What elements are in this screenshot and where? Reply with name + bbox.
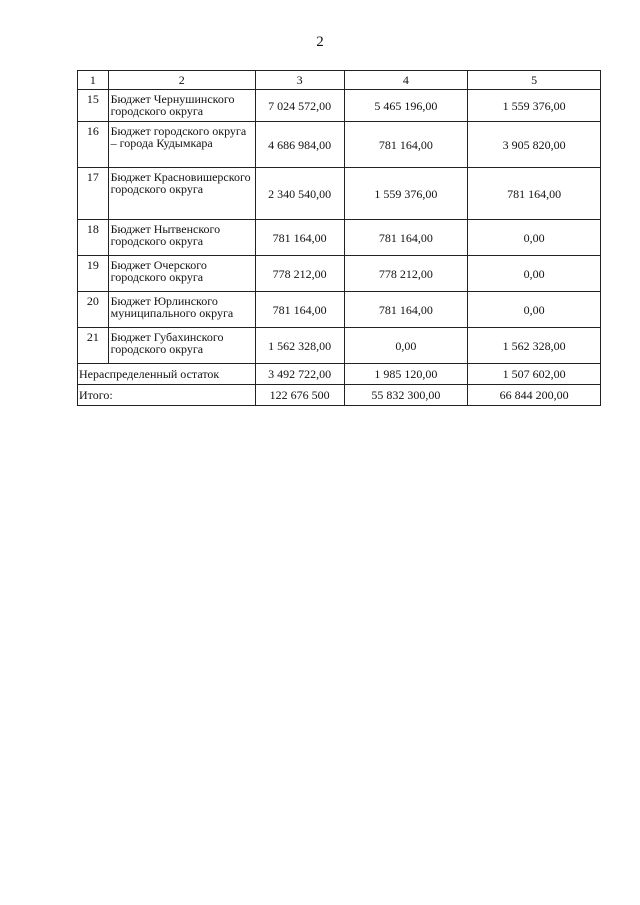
- budget-name: Бюджет городского округа – города Кудымкара: [108, 122, 255, 168]
- value-col4: 781 164,00: [344, 220, 468, 256]
- column-number-2: 2: [108, 71, 255, 90]
- budget-name: Бюджет Очерского городского округа: [108, 256, 255, 292]
- row-number: 18: [78, 220, 109, 256]
- unallocated-col3: 3 492 722,00: [255, 364, 344, 385]
- value-col4: 5 465 196,00: [344, 90, 468, 122]
- value-col4: 1 559 376,00: [344, 168, 468, 220]
- value-col5: 0,00: [468, 292, 601, 328]
- unallocated-col5: 1 507 602,00: [468, 364, 601, 385]
- column-number-4: 4: [344, 71, 468, 90]
- value-col5: 1 559 376,00: [468, 90, 601, 122]
- table-row: [78, 256, 601, 292]
- total-row: [78, 385, 601, 406]
- table-row: [78, 220, 601, 256]
- unallocated-col4: 1 985 120,00: [344, 364, 468, 385]
- table-row: [78, 328, 601, 364]
- row-number: 21: [78, 328, 109, 364]
- budget-name: Бюджет Нытвенского городского округа: [108, 220, 255, 256]
- unallocated-remainder-row: [78, 364, 601, 385]
- budget-name: Бюджет Красновишерского городского округа: [108, 168, 255, 220]
- total-col4: 55 832 300,00: [344, 385, 468, 406]
- budget-name: Бюджет Губахинского городского округа: [108, 328, 255, 364]
- total-col5: 66 844 200,00: [468, 385, 601, 406]
- budget-distribution-table: [77, 70, 601, 406]
- value-col5: 0,00: [468, 220, 601, 256]
- value-col3: 2 340 540,00: [255, 168, 344, 220]
- table-row: [78, 292, 601, 328]
- value-col3: 778 212,00: [255, 256, 344, 292]
- value-col3: 781 164,00: [255, 220, 344, 256]
- table-row: [78, 168, 601, 220]
- value-col3: 781 164,00: [255, 292, 344, 328]
- value-col5: 1 562 328,00: [468, 328, 601, 364]
- value-col4: 778 212,00: [344, 256, 468, 292]
- value-col4: 781 164,00: [344, 122, 468, 168]
- row-number: 20: [78, 292, 109, 328]
- value-col4: 781 164,00: [344, 292, 468, 328]
- budget-name: Бюджет Чернушинского городского округа: [108, 90, 255, 122]
- value-col3: 7 024 572,00: [255, 90, 344, 122]
- row-number: 15: [78, 90, 109, 122]
- row-number: 16: [78, 122, 109, 168]
- total-label: Итого:: [78, 385, 256, 406]
- column-number-1: 1: [78, 71, 109, 90]
- row-number: 17: [78, 168, 109, 220]
- value-col3: 4 686 984,00: [255, 122, 344, 168]
- column-number-header-row: [78, 71, 601, 90]
- value-col4: 0,00: [344, 328, 468, 364]
- page-number: 2: [316, 34, 324, 50]
- table-row: [78, 90, 601, 122]
- row-number: 19: [78, 256, 109, 292]
- table-row: [78, 122, 601, 168]
- column-number-5: 5: [468, 71, 601, 90]
- column-number-3: 3: [255, 71, 344, 90]
- budget-name: Бюджет Юрлинского муниципального округа: [108, 292, 255, 328]
- value-col5: 0,00: [468, 256, 601, 292]
- value-col5: 781 164,00: [468, 168, 601, 220]
- total-col3: 122 676 500: [255, 385, 344, 406]
- unallocated-label: Нераспределенный остаток: [78, 364, 256, 385]
- value-col3: 1 562 328,00: [255, 328, 344, 364]
- value-col5: 3 905 820,00: [468, 122, 601, 168]
